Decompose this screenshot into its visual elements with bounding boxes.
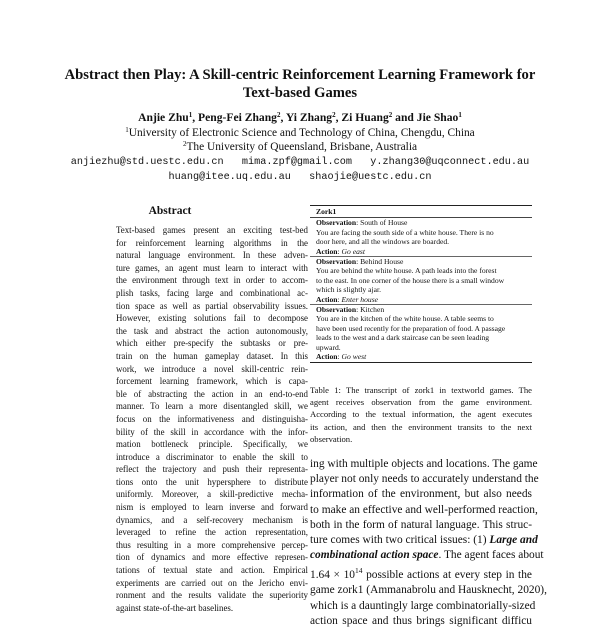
abstract-line: which either pre-specify the subtasks or pre- (116, 338, 308, 349)
affiliation-sup: 1 (125, 126, 129, 134)
body-line: ing with multiple objects and locations. The game (310, 458, 538, 470)
table-action-row: Action: Go east (316, 246, 365, 256)
abstract-line: bility of the skill in accordance with the infor- (116, 426, 308, 437)
table-text-line: which is slightly ajar. (316, 285, 381, 295)
body-line (310, 548, 544, 563)
table-title: Zork1 (310, 206, 532, 218)
table-action-row: Action: Go west (316, 352, 367, 362)
abstract-line: for reinforcement learning algorithms in the (116, 237, 308, 248)
abstract-body (116, 224, 308, 613)
body-line: to make an effective and well-performed reaction, (310, 503, 538, 516)
observation-label: Observation (316, 257, 357, 267)
abstract-line: tion space as well as partial observability issues. (116, 300, 308, 311)
abstract-line: introduce a discriminator to enable the skill to (116, 451, 308, 462)
body-line: information of the environment, but also needs (310, 488, 532, 501)
zork-transcript-table (310, 205, 532, 363)
action-value: Go east (341, 246, 365, 256)
emphasis-text: combinational action space (310, 549, 439, 562)
table-text-line: to the east. In one corner of the house there is a small window (316, 275, 505, 285)
abstract-line: leveraged to refine the action representation, (116, 527, 308, 538)
table-observation-row: Observation: Kitchen (310, 304, 532, 314)
table-text-line: have been used recently for the preparation of food. A passage (316, 323, 506, 333)
caption-line: its action, and then the environment transits to the next (310, 421, 532, 432)
abstract-line: forcement learning framework, which is capa- (116, 376, 308, 387)
abstract-line: ronment and the results validate the superiority (116, 590, 308, 601)
caption-line: agent receives observation from the game environment. (310, 397, 532, 408)
abstract-line: work, we introduce a novel skill-centric rein- (116, 363, 308, 374)
abstract-line: the environment through text in order to accom- (116, 275, 308, 286)
table-text-line: You are in the kitchen of the white house. A table seems to (316, 314, 494, 324)
body-line (310, 563, 532, 583)
author-sup: 1 (458, 111, 462, 119)
caption-line: observation. (310, 433, 353, 444)
affiliation-sup: 2 (182, 140, 187, 148)
table-observation-row: Observation: South of House (316, 218, 408, 228)
abstract-line: experiments are carried out on the Jericho envi- (116, 577, 308, 588)
abstract-line: dynamics, and a self-recovery mechanism is (116, 514, 308, 525)
math-exponent: 14 (354, 566, 363, 576)
table-text-line: door here, and all the windows are boarded. (316, 237, 450, 247)
author: Jie Shao (416, 111, 459, 124)
author: Peng-Fei Zhang (198, 111, 277, 124)
abstract-line: reflect the trajectory and push their representa- (116, 464, 308, 475)
author-sep: , (280, 111, 286, 124)
abstract-line: ture games, an agent must learn to interact with (116, 262, 308, 273)
action-value: Enter house (341, 294, 379, 304)
abstract-line: tions onto the unit hypersphere to distribute (116, 476, 308, 487)
abstract-line: tations of textual state and action. Empirical (116, 565, 308, 576)
emails-line-2: huang@itee.uq.edu.au shaojie@uestc.edu.cn (168, 172, 432, 183)
abstract-line: mation bottleneck principle. Specifically, we (116, 439, 308, 450)
emphasis-text: Large and (489, 534, 538, 547)
title-line-1: Abstract then Play: A Skill-centric Reinforcement Learning Framework for (64, 67, 536, 83)
body-line: player not only needs to accurately understand the (310, 473, 539, 486)
table-observation-row: Observation: Behind House (310, 256, 532, 266)
author-sep: , (192, 111, 199, 124)
emails-line-1: anjiezhu@std.uestc.edu.cn mima.zpf@gmail.com y.zhang30@uqconnect.edu.au (70, 157, 530, 168)
paper-title (40, 66, 560, 102)
abstract-line: nism is employed to learn inverse and forward (116, 502, 308, 513)
body-text (310, 457, 547, 627)
author: Zi Huang (341, 111, 389, 124)
body-line: game zork1 (Ammanabrolu and Hausknecht, 2020), (310, 584, 547, 597)
title-line-2: Text-based Games (242, 85, 358, 101)
abstract-line: train on the human gameplay dataset. In this (116, 350, 308, 361)
author: Yi Zhang (285, 111, 333, 124)
observation-name: South of House (360, 218, 408, 228)
abstract-line: Text-based games present an exciting test-bed (116, 225, 308, 235)
table-text-line: leads to the west and a dark staircase can be seen leading (316, 333, 490, 343)
abstract-line: against state-of-the-art baselines. (116, 602, 234, 613)
author-sup: 1 (188, 111, 193, 119)
affiliation-2 (30, 140, 570, 154)
caption-line: Table 1: The transcript of zork1 in textworld games. The (310, 385, 532, 395)
table-action-row: Action: Enter house (316, 294, 379, 304)
table-caption (310, 384, 532, 445)
math-number: 1.64 × 10 (310, 569, 355, 582)
affiliation-text: The University of Queensland, Brisbane, Australia (186, 141, 418, 153)
abstract-line: tion of dynamics and more effective represen- (116, 552, 308, 563)
body-text-run: ture comes with two critical issues: (1) (310, 534, 490, 547)
body-line: both in the form of natural language. This struc- (310, 518, 532, 531)
author-list (30, 111, 570, 125)
author-sep: , (335, 111, 342, 124)
observation-name: Behind House (360, 257, 404, 267)
table-text-line: You are facing the south side of a white house. There is no (316, 227, 494, 237)
body-line (310, 533, 538, 548)
table-text-line: upward. (316, 342, 341, 352)
abstract-line: focus on the informativeness and distinguisha- (116, 413, 308, 424)
abstract-line: manner. To learn a more disentangled skill, we (116, 401, 308, 412)
author-sup: 2 (388, 111, 393, 119)
action-label: Action (316, 352, 338, 362)
abstract-line: natural language environment. In these adven- (116, 250, 308, 261)
author-sup: 2 (332, 111, 336, 119)
action-label: Action (316, 246, 338, 256)
author-sup: 2 (276, 111, 281, 119)
abstract-line: ble of abstracting the action in an end-to-end (116, 388, 308, 399)
author: Anjie Zhu (138, 111, 189, 124)
body-text-run: . The agent faces about (438, 549, 544, 562)
abstract-line: plish tasks, facing large and combinational ac- (116, 287, 308, 298)
body-text-run: possible actions at every step in the (362, 569, 532, 582)
abstract-line: the task and abstract the action autonomously, (116, 325, 308, 336)
abstract-line: uniformly. Moreover, a skill-predictive mecha- (116, 489, 308, 500)
affiliation-text: University of Electronic Science and Technology of China, Chengdu, China (128, 127, 475, 139)
caption-line: According to the textual information, the agent executes (310, 409, 532, 420)
abstract-line: thus resulting in a more comprehensive percep- (116, 539, 308, 550)
observation-label: Observation (316, 218, 357, 228)
abstract-line: However, existing solutions fail to decompose (116, 313, 308, 324)
abstract-heading: Abstract (148, 205, 192, 217)
body-line: action space and thus brings significant difficu (310, 614, 532, 627)
observation-name: Kitchen (360, 305, 385, 315)
action-value: Go west (341, 352, 367, 362)
author-sep: and (392, 111, 417, 124)
body-line: which is a dauntingly large combinatorially-sized (310, 599, 536, 612)
observation-label: Observation (316, 305, 357, 315)
action-label: Action (316, 294, 338, 304)
affiliation-1 (30, 126, 570, 140)
table-text-line: You are behind the white house. A path leads into the forest (316, 266, 497, 276)
